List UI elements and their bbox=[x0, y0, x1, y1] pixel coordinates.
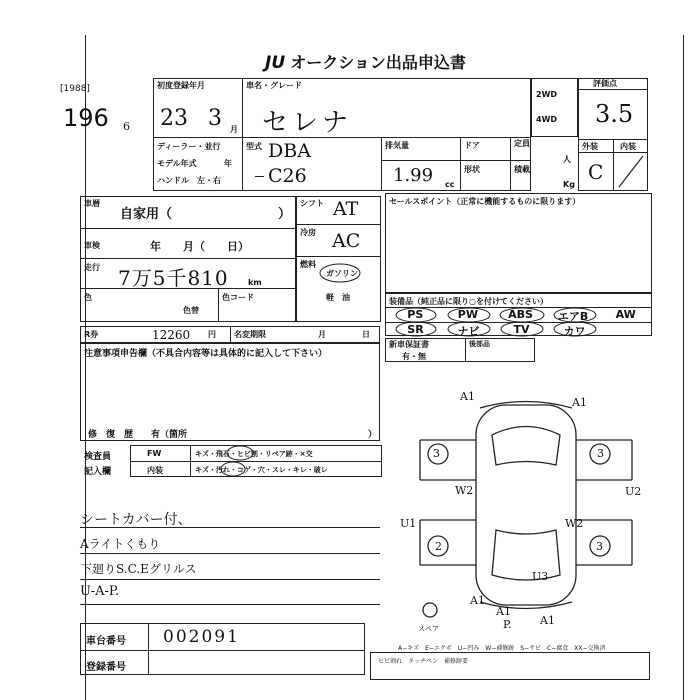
year-tag: [1988] bbox=[60, 84, 90, 94]
first-reg-month-unit: 月 bbox=[230, 125, 238, 134]
capacity-unit: 人 bbox=[563, 155, 571, 164]
color-label: 色 bbox=[84, 293, 92, 302]
legend-sub: ヒビ割れ タッチペン 補修跡要 bbox=[378, 658, 469, 665]
inspector-fw: FW bbox=[147, 449, 162, 458]
note-line-3: 下廻りS.C.Eグリルス bbox=[80, 562, 197, 576]
note-line-2: Aライトくもり bbox=[80, 537, 161, 551]
fuel-oil: 軽 油 bbox=[326, 293, 350, 302]
history-label: 車暦 bbox=[84, 199, 100, 208]
mark-3-bottom-right: 3 bbox=[596, 540, 603, 553]
equipment-label: 装備品（純正品に限り○を付けてください） bbox=[389, 297, 548, 306]
ext-value: C bbox=[588, 160, 604, 184]
model-year-label: モデル年式 bbox=[157, 159, 197, 168]
model-code: C26 bbox=[268, 165, 307, 187]
mark-p: P. bbox=[503, 618, 512, 631]
car-name-value: セレナ bbox=[262, 108, 353, 138]
inspector-label: 検査員 bbox=[84, 452, 112, 462]
mark-2-left: 2 bbox=[435, 540, 442, 553]
model-dash bbox=[255, 176, 264, 177]
mark-a1-bottom-center: A1 bbox=[496, 605, 511, 618]
tax-month: 月 bbox=[318, 330, 326, 339]
shift-value: AT bbox=[333, 198, 359, 220]
door-label: ドア bbox=[464, 141, 480, 150]
recycle-unit: 円 bbox=[208, 330, 216, 339]
chassis-value: 002091 bbox=[163, 627, 240, 647]
reg-label: 登録番号 bbox=[86, 662, 126, 673]
header bbox=[265, 50, 466, 73]
mark-3-right: 3 bbox=[597, 447, 604, 460]
lot-number: 196 bbox=[63, 104, 109, 132]
mark-w2-left: W2 bbox=[455, 484, 474, 497]
spare-label: スペア bbox=[418, 625, 439, 633]
ext-label: 外装 bbox=[582, 142, 598, 151]
displacement-value: 1.99 bbox=[393, 165, 434, 186]
inspector-circles bbox=[190, 445, 382, 477]
mark-u3: U3 bbox=[532, 570, 549, 583]
tax-label: 名変期限 bbox=[234, 330, 266, 339]
handle-label: ハンドル 左・右 bbox=[157, 176, 221, 185]
grade-value: 3.5 bbox=[595, 100, 634, 128]
first-reg-year: 23 bbox=[160, 106, 188, 131]
mileage-value: 7万5千810 bbox=[118, 266, 229, 290]
repair-label: 修 復 歴 有（箇所 bbox=[88, 430, 188, 440]
recycle-value: 12260 bbox=[152, 328, 191, 342]
dealer-label: ディーラー・並行 bbox=[157, 142, 221, 151]
int-label: 内装 bbox=[620, 142, 636, 151]
color-code-label: 色コード bbox=[222, 293, 254, 302]
inspector-row2: キズ・汚れ・コゲ・穴・スレ・キレ・破レ bbox=[195, 466, 328, 474]
load-label: 積載 bbox=[514, 165, 530, 174]
equip-aw: AW bbox=[615, 308, 636, 321]
new-cert-label: 新車保証書 bbox=[389, 340, 429, 349]
recycle-label: R券 bbox=[84, 330, 99, 339]
model-label: 型式 bbox=[246, 142, 262, 151]
first-reg-month: 3 bbox=[208, 106, 222, 131]
ac-label: 冷房 bbox=[300, 228, 316, 237]
fuel-label: 燃料 bbox=[300, 260, 316, 269]
model-prefix: DBA bbox=[268, 140, 311, 162]
car-diagram bbox=[400, 380, 650, 630]
color-change-label: 色替 bbox=[183, 306, 199, 315]
inspector-label2: 記入欄 bbox=[84, 467, 112, 477]
history-value: 自家用（ bbox=[120, 207, 173, 222]
new-cert-value: 有・無 bbox=[402, 352, 426, 361]
mark-a1-bottom-right: A1 bbox=[540, 614, 555, 627]
mileage-label: 走行 bbox=[84, 263, 100, 272]
sheet-title: オークション出品申込書 bbox=[290, 53, 466, 72]
mileage-unit: km bbox=[248, 278, 262, 287]
drive-2wd: 2WD bbox=[536, 90, 558, 99]
mark-a1-left: A1 bbox=[460, 390, 475, 403]
legend-text: A−キズ E−エクボ U−凹み W−補修跡 S−サビ C−腐食 XX−交換済 bbox=[398, 645, 606, 652]
reissue-label: 後部品 bbox=[469, 340, 490, 348]
shift-label: シフト bbox=[300, 199, 324, 208]
history-close: ） bbox=[278, 207, 292, 222]
equip-navi: ナビ bbox=[457, 325, 480, 338]
note-line-1: シートカバー付、 bbox=[80, 512, 192, 528]
fuel-gas: ガソリン bbox=[326, 269, 358, 278]
tax-day: 日 bbox=[362, 330, 370, 339]
load-unit: Kg bbox=[563, 180, 575, 189]
grade-label: 評価点 bbox=[593, 79, 617, 88]
lot-suffix: 6 bbox=[123, 120, 130, 133]
mark-3-left: 3 bbox=[433, 447, 440, 460]
fuel-circle bbox=[318, 262, 362, 284]
equip-abs: ABS bbox=[508, 308, 533, 321]
equip-sr: SR bbox=[407, 323, 424, 336]
inspector-row1: キズ・飛石・ヒビ割・リペア跡・×交 bbox=[195, 450, 313, 458]
shape-label: 形状 bbox=[464, 165, 480, 174]
mark-u1-left: U1 bbox=[400, 517, 417, 530]
inspection-label: 車検 bbox=[84, 241, 100, 250]
drive-4wd: 4WD bbox=[536, 115, 558, 124]
displacement-unit: cc bbox=[445, 180, 455, 189]
mark-a1-bottom-left: A1 bbox=[470, 594, 485, 607]
equip-pw: PW bbox=[457, 308, 478, 321]
ac-value: AC bbox=[332, 230, 361, 252]
model-year-unit: 年 bbox=[224, 159, 232, 168]
equip-tv: TV bbox=[513, 323, 530, 336]
notes-label: 注意事項申告欄（不具合内容等は具体的に記入して下さい） bbox=[84, 349, 328, 359]
ju-logo: JU bbox=[265, 53, 286, 73]
note-line-4: U-A-P. bbox=[80, 584, 120, 599]
first-reg-label: 初度登録年月 bbox=[157, 81, 205, 90]
inspection-text: 年 月（ 日） bbox=[150, 240, 249, 253]
displacement-label: 排気量 bbox=[385, 141, 409, 150]
equip-kawa: カワ bbox=[563, 325, 586, 338]
repair-close: ） bbox=[368, 430, 378, 440]
equipment-circles bbox=[385, 307, 652, 337]
capacity-label: 定員 bbox=[514, 139, 530, 148]
mark-a1-right: A1 bbox=[572, 396, 587, 409]
equip-airbag: エアB bbox=[557, 310, 589, 323]
mark-u2-right: U2 bbox=[625, 485, 642, 498]
selling-label: セールスポイント（正常に機能するものに限ります） bbox=[389, 197, 581, 206]
car-name-label: 車名・グレード bbox=[246, 81, 302, 90]
chassis-label: 車台番号 bbox=[86, 636, 126, 647]
mark-w2-right: W2 bbox=[565, 517, 584, 530]
equip-ps: PS bbox=[407, 308, 424, 321]
inspector-interior: 内装 bbox=[147, 466, 163, 475]
int-slash bbox=[613, 152, 648, 191]
